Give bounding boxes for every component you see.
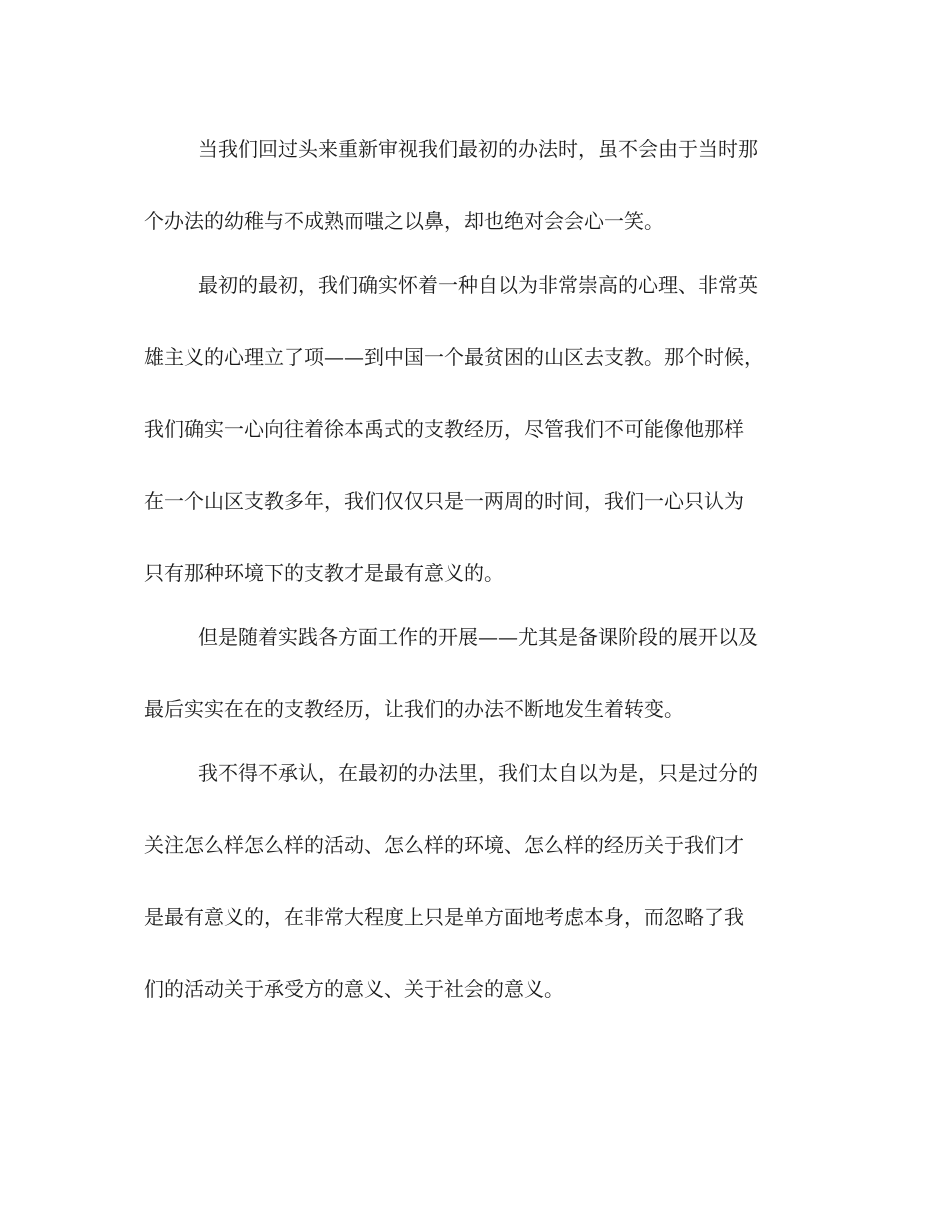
paragraph-line: 当我们回过头来重新审视我们最初的办法时，虽不会由于当时那: [198, 137, 758, 161]
paragraph-line: 个办法的幼稚与不成熟而嗤之以鼻，却也绝对会会心一笑。: [144, 209, 664, 233]
paragraph-line: 我们确实一心向往着徐本禹式的支教经历，尽管我们不可能像他那样: [144, 417, 744, 441]
paragraph-line: 是最有意义的，在非常大程度上只是单方面地考虑本身，而忽略了我: [144, 905, 744, 929]
paragraph-line: 关注怎么样怎么样的活动、怎么样的环境、怎么样的经历关于我们才: [144, 833, 744, 857]
paragraph-line: 最初的最初，我们确实怀着一种自以为非常崇高的心理、非常英: [198, 273, 758, 297]
paragraph-line: 但是随着实践各方面工作的开展——尤其是备课阶段的展开以及: [198, 625, 758, 649]
paragraph-2: [144, 263, 816, 595]
paragraph-line: 雄主义的心理立了项——到中国一个最贫困的山区去支教。那个时候，: [144, 345, 764, 369]
paragraph-1: [144, 127, 816, 243]
paragraph-line: 在一个山区支教多年，我们仅仅只是一两周的时间，我们一心只认为: [144, 489, 744, 513]
paragraph-line: 最后实实在在的支教经历，让我们的办法不断地发生着转变。: [144, 697, 684, 721]
paragraph-line: 们的活动关于承受方的意义、关于社会的意义。: [144, 977, 564, 1001]
paragraph-3: [144, 615, 816, 731]
paragraph-line: 只有那种环境下的支教才是最有意义的。: [144, 561, 504, 585]
document-body: [144, 127, 816, 1031]
paragraph-line: 我不得不承认，在最初的办法里，我们太自以为是，只是过分的: [198, 761, 758, 785]
paragraph-4: [144, 751, 816, 1011]
